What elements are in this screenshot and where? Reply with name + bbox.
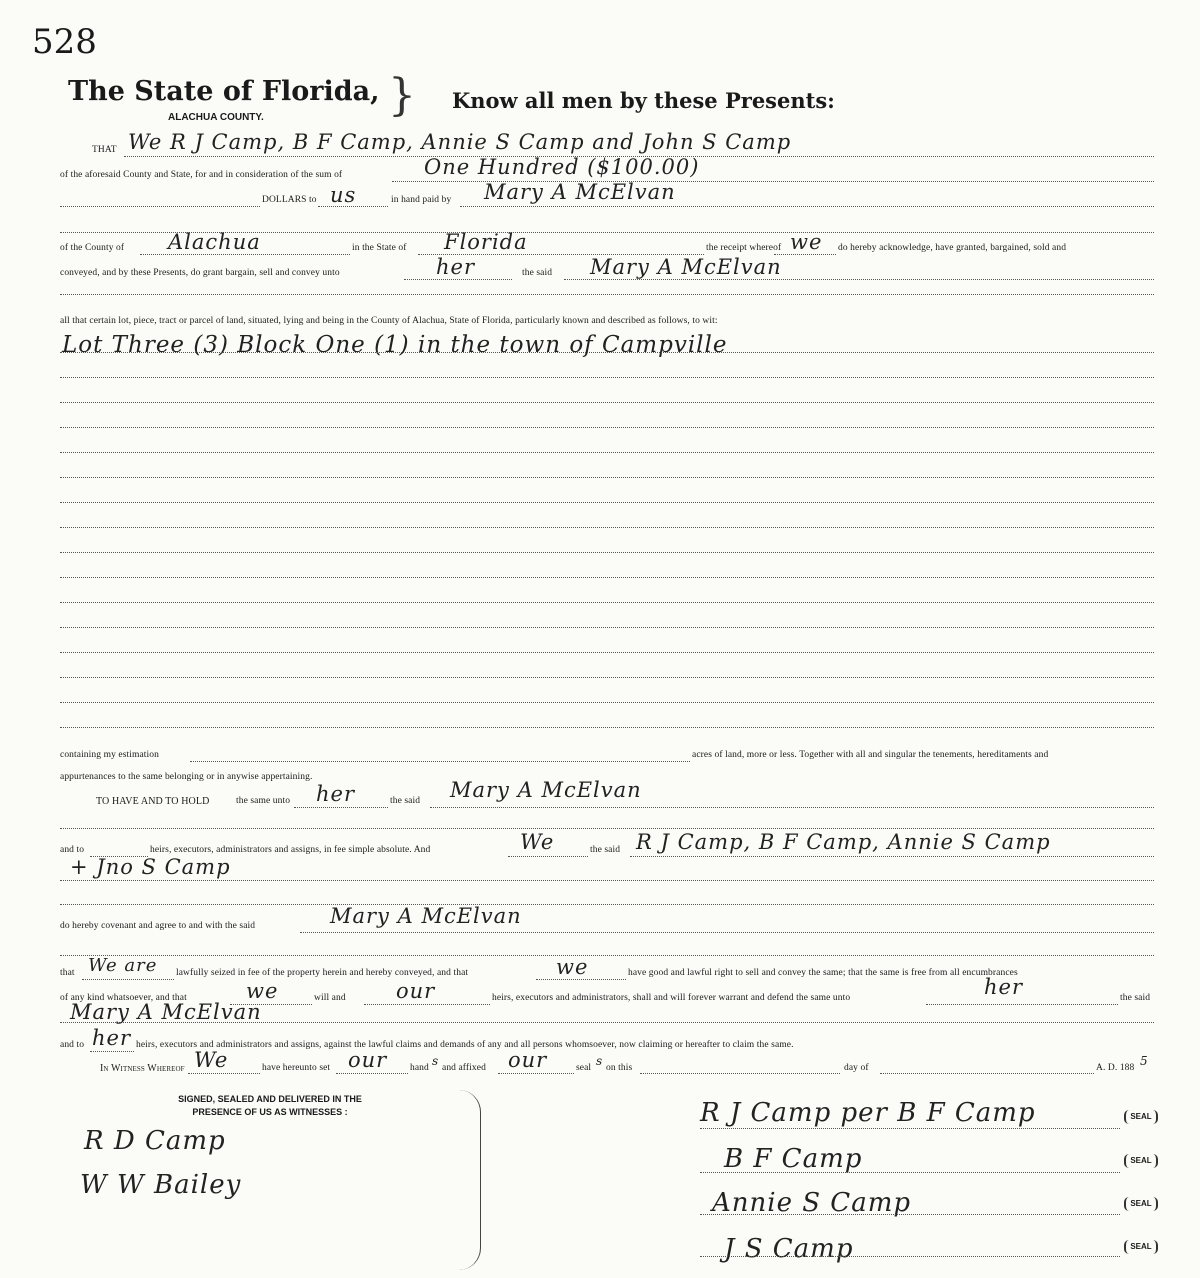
and-to-her-handwritten: her: [92, 1026, 131, 1050]
paid-by-handwritten: Mary A McElvan: [484, 180, 676, 204]
grantors-2-line: [630, 856, 1154, 857]
seals-s-handwritten: s: [596, 1054, 604, 1068]
grantors-3-line: [60, 880, 1154, 881]
heirs-fee-text: heirs, executors, administrators and assigns, in fee simple absolute. And: [150, 845, 431, 855]
in-hand-paid-text: in hand paid by: [391, 195, 452, 205]
seal-mark-4: SEAL: [1124, 1240, 1158, 1254]
signature-line-2: [700, 1172, 1120, 1173]
county-line: [140, 254, 350, 255]
acres-text: acres of land, more or less. Together with all and singular the tenements, hereditaments and: [692, 750, 1049, 760]
acres-line: [190, 761, 690, 762]
signature-line-3: [700, 1214, 1120, 1215]
appurtenances-text: appurtenances to the same belonging or in anywise appertaining.: [60, 772, 313, 782]
lawfully-text: lawfully seized in fee of the property herein and hereby conveyed, and that: [176, 968, 469, 978]
seal-on-text: seal: [576, 1063, 592, 1073]
grantee-handwritten: Mary A McElvan: [590, 255, 782, 279]
will-and-text: will and: [314, 993, 346, 1003]
hands-s-handwritten: s: [432, 1054, 440, 1068]
covenant-line: [300, 932, 1154, 933]
containing-text: containing my estimation: [60, 750, 159, 760]
witness-we-handwritten: We: [194, 1048, 229, 1072]
covenant-grantee-handwritten: Mary A McElvan: [330, 904, 522, 928]
we-are-line: [82, 979, 174, 980]
blank-line-grantors: [60, 904, 1154, 905]
state-handwritten: Florida: [444, 230, 528, 254]
in-state-text: in the State of: [352, 243, 407, 253]
hold-unto-line: [294, 807, 388, 808]
that-we-line: [536, 979, 626, 980]
day-of-line: [880, 1073, 1094, 1074]
lot-description-handwritten: Lot Three (3) Block One (1) in the town of Campville: [62, 332, 728, 358]
our-handwritten: our: [396, 979, 436, 1003]
hand-text: hand: [410, 1063, 429, 1073]
that-label: THAT: [92, 145, 117, 155]
defend-unto-line: [926, 1004, 1118, 1005]
and-we-line: [508, 856, 588, 857]
the-said-4-text: the said: [1120, 993, 1151, 1003]
grantors-handwritten: We R J Camp, B F Camp, Annie S Camp and John S Camp: [128, 130, 792, 154]
grantors-3-handwritten: + Jno S Camp: [70, 855, 231, 879]
grantors-2-handwritten: R J Camp, B F Camp, Annie S Camp: [636, 830, 1051, 854]
county-handwritten: Alachua: [168, 230, 261, 254]
county-label: ALACHUA COUNTY.: [168, 112, 264, 123]
affixed-our-handwritten: our: [508, 1048, 548, 1072]
consideration-text: of the aforesaid County and State, for and in consideration of the sum of: [60, 170, 343, 180]
ad-text: A. D. 188: [1096, 1063, 1135, 1073]
witness-bracket: [430, 1090, 481, 1270]
hold-grantee-line: [430, 807, 1154, 808]
and-to-text: and to: [60, 845, 85, 855]
conveyed-text: conveyed, and by these Presents, do grant bargain, sell and convey unto: [60, 268, 340, 278]
in-witness-text: In Witness Whereof: [100, 1063, 185, 1074]
grantee-line: [564, 279, 1154, 280]
dollars-leading-line: [60, 206, 260, 207]
on-this-line: [640, 1073, 840, 1074]
signature-line-1: [700, 1128, 1120, 1129]
affixed-text: and affixed: [442, 1063, 486, 1073]
blank-line-hold: [60, 828, 1154, 829]
we-are-handwritten: We are: [88, 955, 158, 976]
and-to-2-text: and to: [60, 1040, 85, 1050]
same-unto-text: the same unto: [236, 796, 291, 806]
set-our-handwritten: our: [348, 1048, 388, 1072]
witness-heading-1: SIGNED, SEALED AND DELIVERED IN THE: [178, 1094, 362, 1104]
grantor-signature-2: B F Camp: [724, 1144, 863, 1174]
hereunto-text: have hereunto set: [262, 1063, 331, 1073]
the-said-2-text: the said: [390, 796, 421, 806]
unto-her-handwritten: her: [436, 255, 475, 279]
of-county-text: of the County of: [60, 243, 125, 253]
the-said-text: the said: [522, 268, 553, 278]
whereof-we-handwritten: we: [790, 230, 823, 254]
set-our-line: [336, 1073, 408, 1074]
covenant-text: do hereby covenant and agree to and with the said: [60, 921, 256, 931]
that-we-handwritten: we: [556, 955, 589, 979]
blank-line-covenant: [60, 955, 1154, 956]
ad-year-handwritten: 5: [1140, 1054, 1149, 1068]
heirs-claims-text: heirs, executors and administrators and assigns, against the lawful claims and demands of any and all persons whomsoever, now claiming or hereafter to claim the same.: [136, 1040, 794, 1050]
witness-signature-1: R D Camp: [84, 1126, 226, 1156]
witness-signature-2: W W Bailey: [80, 1170, 242, 1200]
blank-line-7: [60, 294, 1154, 295]
and-that-we-handwritten: we: [246, 979, 279, 1003]
hold-her-handwritten: her: [316, 782, 355, 806]
acknowledge-text: do hereby acknowledge, have granted, bargained, sold and: [838, 243, 1067, 253]
sum-handwritten: One Hundred ($100.00): [424, 155, 700, 179]
state-title: The State of Florida,: [68, 76, 380, 107]
grantor-signature-1: R J Camp per B F Camp: [700, 1098, 1036, 1128]
said-grantee-2-handwritten: Mary A McElvan: [70, 1000, 262, 1024]
seal-mark-1: SEAL: [1124, 1110, 1158, 1124]
on-this-text: on this: [606, 1063, 633, 1073]
that-2-text: that: [60, 968, 75, 978]
dollars-to-text: DOLLARS to: [262, 195, 317, 205]
witness-heading-2: PRESENCE OF US AS WITNESSES :: [192, 1107, 348, 1117]
witness-we-line: [188, 1073, 260, 1074]
page-number: 528: [32, 22, 97, 62]
good-right-text: have good and lawful right to sell and convey the same; that the same is free from all encumbrances: [628, 968, 1018, 978]
signature-line-4: [700, 1256, 1120, 1257]
and-to-her-line: [90, 1051, 134, 1052]
to-have-hold-text: TO HAVE AND TO HOLD: [96, 796, 210, 807]
grantor-signature-3: Annie S Camp: [712, 1188, 912, 1218]
heirs-exec-text: heirs, executors and administrators, shall and will forever warrant and defend the same unto: [492, 993, 851, 1003]
grantor-signature-4: J S Camp: [724, 1234, 854, 1264]
seal-mark-3: SEAL: [1124, 1197, 1158, 1211]
whereof-line: [774, 254, 836, 255]
unto-her-2-handwritten: her: [984, 975, 1023, 999]
the-said-3-text: the said: [590, 845, 621, 855]
and-we-handwritten: We: [520, 830, 555, 854]
unto-line: [404, 279, 512, 280]
know-all-men-heading: Know all men by these Presents:: [452, 88, 835, 113]
seal-mark-2: SEAL: [1124, 1154, 1158, 1168]
hold-grantee-handwritten: Mary A McElvan: [450, 778, 642, 802]
any-kind-text: of any kind whatsoever, and that: [60, 993, 187, 1003]
receipt-text: the receipt whereof: [706, 243, 782, 253]
day-of-text: day of: [844, 1063, 869, 1073]
to-us-handwritten: us: [330, 183, 357, 207]
header-brace: }: [388, 70, 416, 121]
our-line: [364, 1004, 490, 1005]
affixed-our-line: [498, 1073, 574, 1074]
paid-by-line: [460, 206, 1154, 207]
all-that-lot-text: all that certain lot, piece, tract or parcel of land, situated, lying and being in the County of Alachua, State of Florida, particularly known and described as follows, to wit:: [60, 316, 718, 326]
